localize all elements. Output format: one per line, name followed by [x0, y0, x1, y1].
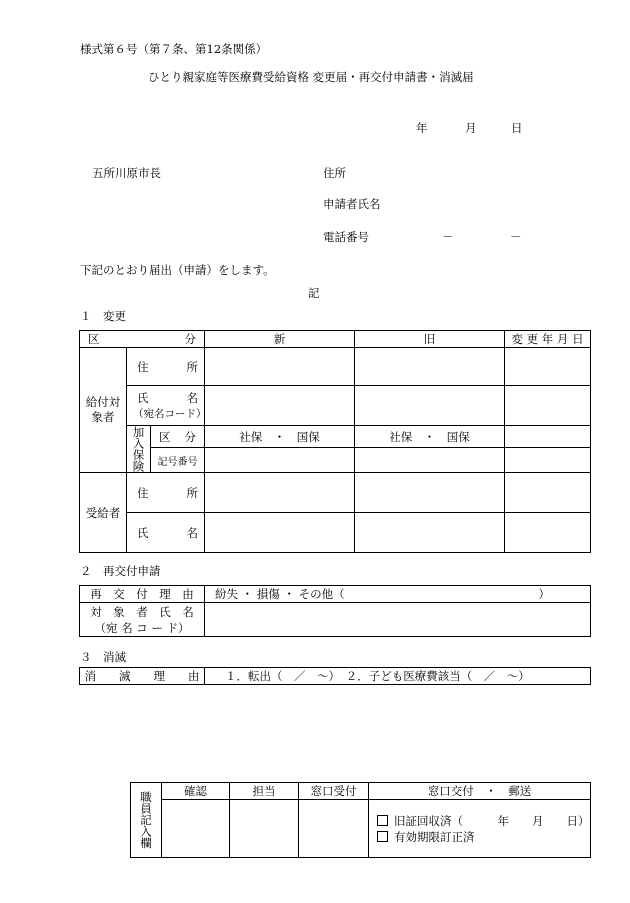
ki-label: 記 — [308, 286, 320, 300]
checkbox-icon[interactable] — [377, 815, 388, 826]
checkbox-icon[interactable] — [377, 831, 388, 842]
addressee: 五所川原市長 — [92, 166, 161, 180]
symbol-number-date[interactable] — [505, 448, 591, 473]
address-label: 住所 — [323, 166, 346, 180]
reissue-reason-options[interactable]: 紛失 ・ 損傷 ・ その他（ — [215, 587, 345, 601]
insurance-old[interactable]: 社保 ・ 国保 — [355, 426, 505, 448]
beneficiary-address-2: 所 — [186, 359, 199, 374]
reissue-reason-close: ） — [538, 587, 550, 601]
old-card-collected-item[interactable] — [377, 813, 590, 829]
beneficiary-name-1: 氏 — [137, 391, 149, 405]
staff-confirm-cell[interactable] — [162, 800, 230, 858]
recipient-name-date[interactable] — [505, 513, 591, 553]
date-month-label: 月 — [465, 121, 477, 135]
beneficiary-address-date[interactable] — [505, 348, 591, 386]
old-card-collected-label: 旧証回収済（ 年 月 日） — [394, 813, 590, 828]
recipient-group-label: 受給者 — [80, 473, 127, 553]
beneficiary-address-1: 住 — [137, 359, 149, 374]
beneficiary-name-new[interactable] — [205, 386, 355, 426]
beneficiary-group-label: 給付対象者 — [85, 395, 121, 424]
expiry-corrected-item[interactable] — [377, 829, 590, 845]
phone-dash-1: － — [442, 230, 454, 244]
col-old: 旧 — [355, 331, 505, 348]
staff-col-confirm: 確認 — [162, 783, 230, 800]
kubun-1: 区 — [159, 429, 171, 444]
reissue-reason-label: 再 交 付 理 由 — [80, 586, 205, 603]
staff-counter-cell[interactable] — [299, 800, 369, 858]
termination-reason-label: 消 滅 理 由 — [80, 668, 205, 685]
insurance-date[interactable] — [505, 426, 591, 448]
target-name-label: 対 象 者 氏 名 — [90, 604, 194, 619]
phone-label: 電話番号 — [323, 230, 369, 244]
termination-table — [79, 667, 591, 685]
col-category-1: 区 — [88, 332, 100, 346]
section3-heading: ３ 消滅 — [80, 650, 126, 664]
beneficiary-name-old[interactable] — [355, 386, 505, 426]
applicant-name-label: 申請者氏名 — [323, 197, 381, 211]
expiry-corrected-label: 有効期限訂正済 — [394, 829, 475, 844]
col-category-2: 分 — [184, 332, 197, 346]
beneficiary-name-date[interactable] — [505, 386, 591, 426]
target-name-code-label: （宛 名 コ ー ド） — [94, 620, 190, 635]
form-number: 様式第６号（第７条、第12条関係） — [80, 42, 268, 56]
staff-label: 職員記入欄 — [139, 791, 153, 849]
target-name-field[interactable] — [205, 603, 591, 637]
staff-table — [130, 782, 591, 858]
staff-col-charge: 担当 — [230, 783, 299, 800]
section1-heading: １ 変更 — [80, 309, 126, 323]
phone-dash-2: － — [510, 230, 522, 244]
recipient-address-new[interactable] — [205, 473, 355, 513]
col-change-date: 変 更 年 月 日 — [505, 331, 591, 348]
staff-col-counter: 窓口受付 — [299, 783, 369, 800]
recipient-address-old[interactable] — [355, 473, 505, 513]
change-table — [79, 330, 591, 553]
staff-col-delivery: 窓口交付 ・ 郵送 — [369, 783, 591, 800]
beneficiary-address-old[interactable] — [355, 348, 505, 386]
section2-heading: ２ 再交付申請 — [80, 564, 161, 578]
date-day-label: 日 — [511, 121, 523, 135]
symbol-number-label: 記号番号 — [151, 448, 205, 473]
staff-charge-cell[interactable] — [230, 800, 299, 858]
symbol-number-new[interactable] — [205, 448, 355, 473]
recipient-address-date[interactable] — [505, 473, 591, 513]
beneficiary-name-2: 名 — [186, 391, 199, 405]
recipient-address-2: 所 — [186, 485, 199, 500]
col-new: 新 — [205, 331, 355, 348]
insurance-group-label: 加入保険 — [131, 426, 146, 472]
intro-text: 下記のとおり届出（申請）をします。 — [80, 263, 275, 277]
kubun-2: 分 — [184, 429, 197, 444]
beneficiary-address-new[interactable] — [205, 348, 355, 386]
recipient-name-2: 名 — [186, 525, 199, 540]
symbol-number-old[interactable] — [355, 448, 505, 473]
form-title: ひとり親家庭等医療費受給資格 変更届・再交付申請書・消滅届 — [148, 70, 474, 84]
beneficiary-name-code: （宛名コード） — [133, 408, 207, 420]
termination-reason-text[interactable]: １．転出（ ／ ～） ２．子ども医療費該当（ ／ ～） — [205, 668, 591, 685]
date-year-label: 年 — [416, 121, 428, 135]
recipient-name-old[interactable] — [355, 513, 505, 553]
recipient-address-1: 住 — [137, 485, 149, 500]
recipient-name-new[interactable] — [205, 513, 355, 553]
reissue-table — [79, 585, 591, 637]
recipient-name-1: 氏 — [137, 525, 149, 540]
insurance-new[interactable]: 社保 ・ 国保 — [205, 426, 355, 448]
